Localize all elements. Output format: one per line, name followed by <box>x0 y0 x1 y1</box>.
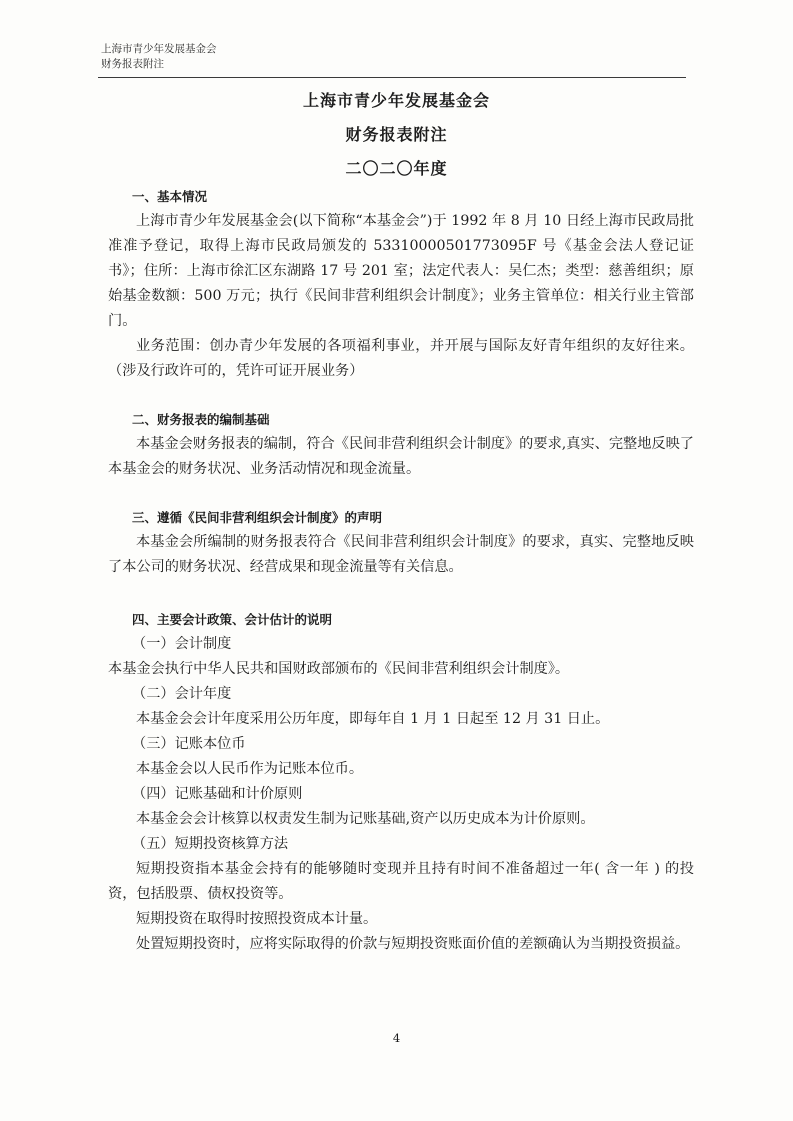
section-heading: 二、财务报表的编制基础 <box>132 412 270 427</box>
paragraph: 处置短期投资时，应将实际取得的价款与短期投资账面价值的差额确认为当期投资损益。 <box>136 936 690 952</box>
document-body <box>108 184 694 957</box>
paragraph: 本基金会以人民币作为记账本位币。 <box>136 761 364 777</box>
subsection-heading: （一）会计制度 <box>132 636 232 652</box>
paragraph: 本基金会会计核算以权责发生制为记账基础,资产以历史成本为计价原则。 <box>136 811 595 827</box>
subsection-heading: （三）记账本位币 <box>132 736 246 752</box>
paragraph: 本基金会执行中华人民共和国财政部颁布的《民间非营利组织会计制度》。 <box>108 661 570 677</box>
running-header <box>101 42 217 72</box>
subsection-heading: （四）记账基础和计价原则 <box>132 786 303 802</box>
header-divider <box>98 77 686 78</box>
title-org: 上海市青少年发展基金会 <box>302 91 490 110</box>
paragraph: 本基金会会计年度采用公历年度，即每年自 1 月 1 日起至 12 月 31 日止。 <box>136 711 610 727</box>
running-header-org: 上海市青少年发展基金会 <box>101 43 217 55</box>
subsection-heading: （五）短期投资核算方法 <box>132 836 289 852</box>
paragraph: 短期投资指本基金会持有的能够随时变现并且持有时间不准备超过一年( 含一年 ) 的投资，包括股票、债权投资等。 <box>108 861 694 902</box>
running-header-doc: 财务报表附注 <box>101 58 164 70</box>
paragraph: 上海市青少年发展基金会(以下简称“本基金会”)于 1992 年 8 月 10 日经上海市民政局批准准予登记，取得上海市民政局颁发的 53310000501773095F 号《基金会法人登记证书》；住所：上海市徐汇区东湖路 17 号 201 室；法定代表人：吴仁杰；类型：慈善组织；原始基金数额：500 万元；执行《民间非营利组织会计制度》；业务主管单位：相关行业主管部门。 <box>108 213 694 329</box>
paragraph: 短期投资在取得时按照投资成本计量。 <box>136 911 378 927</box>
subsection-heading: （二）会计年度 <box>132 686 232 702</box>
title-doc: 财务报表附注 <box>345 125 448 144</box>
section-heading: 四、主要会计政策、会计估计的说明 <box>132 612 333 627</box>
page-number: 4 <box>392 1031 401 1045</box>
section-heading: 三、遵循《民间非营利组织会计制度》的声明 <box>132 510 383 525</box>
section-heading: 一、基本情况 <box>132 189 208 204</box>
paragraph: 本基金会所编制的财务报表符合《民间非营利组织会计制度》的要求，真实、完整地反映了本公司的财务状况、经营成果和现金流量等有关信息。 <box>108 534 694 575</box>
title-year: 二〇二〇年度 <box>345 159 448 178</box>
paragraph: 本基金会财务报表的编制，符合《民间非营利组织会计制度》的要求,真实、完整地反映了本基金会的财务状况、业务活动情况和现金流量。 <box>108 436 694 477</box>
paragraph: 业务范围：创办青少年发展的各项福利事业，并开展与国际友好青年组织的友好往来。（涉及行政许可的，凭许可证开展业务） <box>108 338 694 379</box>
document-title-block <box>0 86 793 179</box>
